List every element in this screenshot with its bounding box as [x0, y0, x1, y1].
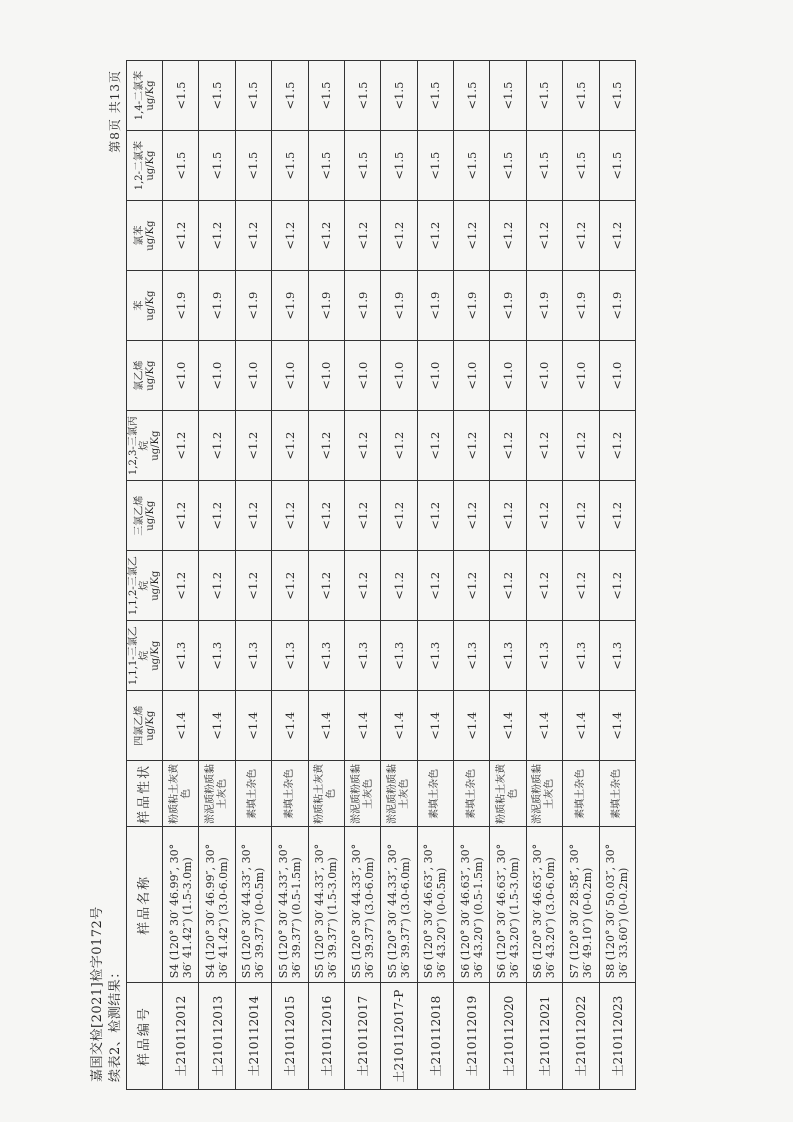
result-value-cell: <1.0: [490, 341, 526, 411]
table-row: [599, 61, 636, 1090]
column-label: 样品名称: [137, 874, 152, 935]
sample-name-cell: S6 (120° 30′ 46.63″, 30° 36′ 43.20″) (1.5-3.0m): [490, 827, 526, 983]
result-value-cell: <1.4: [272, 691, 308, 761]
column-unit: ug/Kg: [144, 710, 156, 741]
result-value-cell: <1.4: [563, 691, 599, 761]
result-value-cell: <1.5: [308, 131, 344, 201]
table-title: 续表2、检测结果：: [108, 965, 123, 1082]
sample-name-cell: S8 (120° 30′ 50.03″, 30° 36′ 33.60″) (0-0.2m): [599, 827, 636, 983]
table-row: [563, 61, 599, 1090]
result-value-cell: <1.2: [344, 481, 380, 551]
sample-property-cell: 淤泥质粉质黏土灰色: [526, 761, 562, 827]
table-row: [454, 61, 490, 1090]
column-unit: ug/Kg: [144, 220, 156, 251]
result-value-cell: <1.2: [235, 201, 271, 271]
table-row: [272, 61, 308, 1090]
result-value-cell: <1.9: [199, 271, 235, 341]
result-value-cell: <1.0: [526, 341, 562, 411]
sample-id-cell: 土210112014: [235, 983, 271, 1090]
page-number: 第8页 共13页: [108, 70, 122, 153]
column-header: [127, 131, 163, 201]
result-value-cell: <1.2: [381, 411, 417, 481]
column-unit: ug/Kg: [144, 360, 156, 391]
column-header: [127, 621, 163, 691]
result-value-cell: <1.4: [344, 691, 380, 761]
rotated-report: [82, 60, 642, 1090]
sample-id-cell: 土210112022: [563, 983, 599, 1090]
result-value-cell: <1.2: [235, 481, 271, 551]
result-value-cell: <1.4: [235, 691, 271, 761]
result-value-cell: <1.2: [272, 551, 308, 621]
column-label: 苯: [133, 300, 145, 311]
result-value-cell: <1.5: [563, 61, 599, 131]
result-value-cell: <1.2: [308, 481, 344, 551]
result-value-cell: <1.2: [344, 201, 380, 271]
column-header: [127, 201, 163, 271]
result-value-cell: <1.5: [490, 61, 526, 131]
result-value-cell: <1.2: [526, 201, 562, 271]
column-header: [127, 481, 163, 551]
result-value-cell: <1.2: [199, 201, 235, 271]
sample-name-cell: S5 (120° 30′ 44.33″, 30° 36′ 39.37″) (3.0-6.0m): [344, 827, 380, 983]
result-value-cell: <1.0: [235, 341, 271, 411]
column-header: [127, 271, 163, 341]
result-value-cell: <1.5: [344, 131, 380, 201]
column-header: [127, 761, 163, 827]
document-number: 嘉国交检[2021]检字0172号: [90, 906, 105, 1082]
sample-property-cell: 粉质粘土灰黄色: [163, 761, 199, 827]
result-value-cell: <1.2: [599, 201, 636, 271]
column-unit: ug/Kg: [144, 500, 156, 531]
column-unit: ug/Kg: [144, 80, 156, 111]
result-value-cell: <1.5: [272, 61, 308, 131]
column-unit: ug/Kg: [144, 290, 156, 321]
result-value-cell: <1.2: [163, 551, 199, 621]
result-value-cell: <1.2: [163, 201, 199, 271]
sample-id-cell: 土210112017-P: [381, 983, 417, 1090]
sample-id-cell: 土210112021: [526, 983, 562, 1090]
result-value-cell: <1.4: [599, 691, 636, 761]
result-value-cell: <1.2: [526, 411, 562, 481]
result-value-cell: <1.2: [599, 481, 636, 551]
result-value-cell: <1.5: [417, 131, 453, 201]
sample-name-cell: S7 (120° 30′ 28.58″, 30° 36′ 49.10″) (0-0.2m): [563, 827, 599, 983]
result-value-cell: <1.4: [163, 691, 199, 761]
result-value-cell: <1.3: [163, 621, 199, 691]
result-value-cell: <1.2: [272, 481, 308, 551]
column-label: 样品编号: [137, 1006, 152, 1067]
column-unit: ug/Kg: [150, 430, 161, 461]
sample-property-cell: 粉质粘土灰黄色: [308, 761, 344, 827]
result-value-cell: <1.4: [490, 691, 526, 761]
table-row: [344, 61, 380, 1090]
result-value-cell: <1.4: [381, 691, 417, 761]
result-value-cell: <1.2: [308, 201, 344, 271]
sample-name-cell: S5 (120° 30′ 44.33″, 30° 36′ 39.37″) (0.5-1.5m): [272, 827, 308, 983]
result-value-cell: <1.2: [599, 551, 636, 621]
sample-id-cell: 土210112015: [272, 983, 308, 1090]
column-label: 样品性状: [137, 763, 152, 824]
result-value-cell: <1.2: [163, 411, 199, 481]
result-value-cell: <1.3: [344, 621, 380, 691]
sample-name-cell: S5 (120° 30′ 44.33″, 30° 36′ 39.37″) (3.0-6.0m): [381, 827, 417, 983]
sample-id-cell: 土210112017: [344, 983, 380, 1090]
table-header-row: [127, 61, 163, 1090]
result-value-cell: <1.2: [490, 411, 526, 481]
result-value-cell: <1.3: [599, 621, 636, 691]
column-label: 1,2,3-三氯丙烷: [128, 416, 150, 476]
result-value-cell: <1.4: [417, 691, 453, 761]
result-value-cell: <1.4: [526, 691, 562, 761]
result-value-cell: <1.3: [235, 621, 271, 691]
result-value-cell: <1.5: [199, 61, 235, 131]
result-value-cell: <1.2: [199, 551, 235, 621]
results-table: [126, 60, 636, 1090]
result-value-cell: <1.5: [381, 131, 417, 201]
column-label: 1,1,2-三氯乙烷: [128, 556, 150, 616]
sample-name-cell: S6 (120° 30′ 46.63″, 30° 36′ 43.20″) (0.5-1.5m): [454, 827, 490, 983]
result-value-cell: <1.0: [381, 341, 417, 411]
column-header: [127, 411, 163, 481]
sample-id-cell: 土210112020: [490, 983, 526, 1090]
result-value-cell: <1.5: [599, 131, 636, 201]
sample-property-cell: 素填土杂色: [417, 761, 453, 827]
table-row: [163, 61, 199, 1090]
sample-name-cell: S5 (120° 30′ 44.33″, 30° 36′ 39.37″) (0-0.5m): [235, 827, 271, 983]
result-value-cell: <1.5: [490, 131, 526, 201]
sample-property-cell: 素填土杂色: [454, 761, 490, 827]
result-value-cell: <1.2: [381, 481, 417, 551]
result-value-cell: <1.2: [417, 201, 453, 271]
column-header: [127, 827, 163, 983]
column-label: 四氯乙烯: [133, 705, 145, 746]
table-row: [490, 61, 526, 1090]
result-value-cell: <1.4: [454, 691, 490, 761]
result-value-cell: <1.3: [308, 621, 344, 691]
result-value-cell: <1.9: [526, 271, 562, 341]
result-value-cell: <1.2: [599, 411, 636, 481]
result-value-cell: <1.9: [563, 271, 599, 341]
result-value-cell: <1.9: [381, 271, 417, 341]
result-value-cell: <1.0: [199, 341, 235, 411]
result-value-cell: <1.3: [490, 621, 526, 691]
result-value-cell: <1.4: [199, 691, 235, 761]
sample-property-cell: 淤泥质粉质黏土灰色: [381, 761, 417, 827]
result-value-cell: <1.2: [235, 411, 271, 481]
result-value-cell: <1.2: [199, 481, 235, 551]
result-value-cell: <1.5: [235, 131, 271, 201]
result-value-cell: <1.0: [308, 341, 344, 411]
sample-name-cell: S5 (120° 30′ 44.33″, 30° 36′ 39.37″) (1.5-3.0m): [308, 827, 344, 983]
result-value-cell: <1.0: [417, 341, 453, 411]
result-value-cell: <1.0: [272, 341, 308, 411]
result-value-cell: <1.2: [454, 481, 490, 551]
result-value-cell: <1.9: [235, 271, 271, 341]
result-value-cell: <1.5: [344, 61, 380, 131]
sample-id-cell: 土210112013: [199, 983, 235, 1090]
column-unit: ug/Kg: [150, 640, 161, 671]
sample-id-cell: 土210112018: [417, 983, 453, 1090]
result-value-cell: <1.9: [272, 271, 308, 341]
sample-name-cell: S4 (120° 30′ 46.99″, 30° 36′ 41.42″) (1.5-3.0m): [163, 827, 199, 983]
column-unit: ug/Kg: [144, 150, 156, 181]
result-value-cell: <1.5: [526, 131, 562, 201]
result-value-cell: <1.5: [163, 131, 199, 201]
result-value-cell: <1.5: [599, 61, 636, 131]
result-value-cell: <1.3: [563, 621, 599, 691]
table-row: [199, 61, 235, 1090]
result-value-cell: <1.9: [454, 271, 490, 341]
sample-id-cell: 土210112016: [308, 983, 344, 1090]
result-value-cell: <1.3: [454, 621, 490, 691]
result-value-cell: <1.2: [454, 551, 490, 621]
result-value-cell: <1.5: [272, 131, 308, 201]
result-value-cell: <1.2: [163, 481, 199, 551]
sample-property-cell: 素填土杂色: [599, 761, 636, 827]
table-row: [235, 61, 271, 1090]
result-value-cell: <1.5: [235, 61, 271, 131]
result-value-cell: <1.2: [563, 411, 599, 481]
sample-property-cell: 淤泥质粉质黏土灰色: [199, 761, 235, 827]
sample-name-cell: S6 (120° 30′ 46.63″, 30° 36′ 43.20″) (0-0.5m): [417, 827, 453, 983]
result-value-cell: <1.2: [490, 201, 526, 271]
result-value-cell: <1.9: [599, 271, 636, 341]
sample-id-cell: 土210112023: [599, 983, 636, 1090]
sample-property-cell: 粉质粘土灰黄色: [490, 761, 526, 827]
result-value-cell: <1.3: [526, 621, 562, 691]
result-value-cell: <1.2: [563, 551, 599, 621]
result-value-cell: <1.5: [454, 61, 490, 131]
result-value-cell: <1.5: [417, 61, 453, 131]
column-label: 三氯乙烯: [133, 495, 145, 536]
sample-property-cell: 素填土杂色: [235, 761, 271, 827]
result-value-cell: <1.2: [563, 201, 599, 271]
column-header: [127, 341, 163, 411]
result-value-cell: <1.2: [308, 411, 344, 481]
column-label: 氯苯: [133, 225, 145, 246]
result-value-cell: <1.2: [308, 551, 344, 621]
sample-property-cell: 淤泥质粉质黏土灰色: [344, 761, 380, 827]
sample-name-cell: S6 (120° 30′ 46.63″, 30° 36′ 43.20″) (3.0-6.0m): [526, 827, 562, 983]
column-unit: ug/Kg: [150, 570, 161, 601]
result-value-cell: <1.0: [163, 341, 199, 411]
result-value-cell: <1.2: [272, 201, 308, 271]
column-label: 氯乙烯: [133, 360, 145, 391]
sample-id-cell: 土210112019: [454, 983, 490, 1090]
result-value-cell: <1.2: [490, 551, 526, 621]
result-value-cell: <1.2: [417, 551, 453, 621]
sample-property-cell: 素填土杂色: [272, 761, 308, 827]
result-value-cell: <1.2: [344, 551, 380, 621]
column-header: [127, 691, 163, 761]
table-row: [308, 61, 344, 1090]
result-value-cell: <1.2: [526, 551, 562, 621]
result-value-cell: <1.5: [526, 61, 562, 131]
result-value-cell: <1.3: [199, 621, 235, 691]
column-label: 1,4-二氯苯: [133, 70, 145, 121]
result-value-cell: <1.9: [417, 271, 453, 341]
result-value-cell: <1.0: [563, 341, 599, 411]
sample-property-cell: 素填土杂色: [563, 761, 599, 827]
result-value-cell: <1.5: [308, 61, 344, 131]
result-value-cell: <1.2: [563, 481, 599, 551]
table-row: [417, 61, 453, 1090]
column-label: 1,1,1-三氯乙烷: [128, 626, 150, 686]
result-value-cell: <1.2: [344, 411, 380, 481]
column-header: [127, 983, 163, 1090]
result-value-cell: <1.2: [417, 481, 453, 551]
result-value-cell: <1.9: [490, 271, 526, 341]
result-value-cell: <1.9: [308, 271, 344, 341]
result-value-cell: <1.5: [199, 131, 235, 201]
result-value-cell: <1.2: [526, 481, 562, 551]
table-row: [381, 61, 417, 1090]
result-value-cell: <1.2: [381, 551, 417, 621]
sample-id-cell: 土210112012: [163, 983, 199, 1090]
table-row: [526, 61, 562, 1090]
result-value-cell: <1.5: [563, 131, 599, 201]
column-header: [127, 551, 163, 621]
result-value-cell: <1.0: [599, 341, 636, 411]
result-value-cell: <1.2: [417, 411, 453, 481]
result-value-cell: <1.2: [490, 481, 526, 551]
result-value-cell: <1.2: [454, 201, 490, 271]
result-value-cell: <1.0: [344, 341, 380, 411]
result-value-cell: <1.2: [381, 201, 417, 271]
result-value-cell: <1.9: [344, 271, 380, 341]
result-value-cell: <1.5: [381, 61, 417, 131]
column-label: 1,2-二氯苯: [133, 140, 145, 191]
column-header: [127, 61, 163, 131]
result-value-cell: <1.3: [272, 621, 308, 691]
result-value-cell: <1.2: [235, 551, 271, 621]
result-value-cell: <1.3: [417, 621, 453, 691]
result-value-cell: <1.0: [454, 341, 490, 411]
result-value-cell: <1.2: [199, 411, 235, 481]
result-value-cell: <1.2: [454, 411, 490, 481]
sample-name-cell: S4 (120° 30′ 46.99″, 30° 36′ 41.42″) (3.0-6.0m): [199, 827, 235, 983]
result-value-cell: <1.5: [454, 131, 490, 201]
result-value-cell: <1.2: [272, 411, 308, 481]
result-value-cell: <1.5: [163, 61, 199, 131]
result-value-cell: <1.3: [381, 621, 417, 691]
result-value-cell: <1.4: [308, 691, 344, 761]
result-value-cell: <1.9: [163, 271, 199, 341]
